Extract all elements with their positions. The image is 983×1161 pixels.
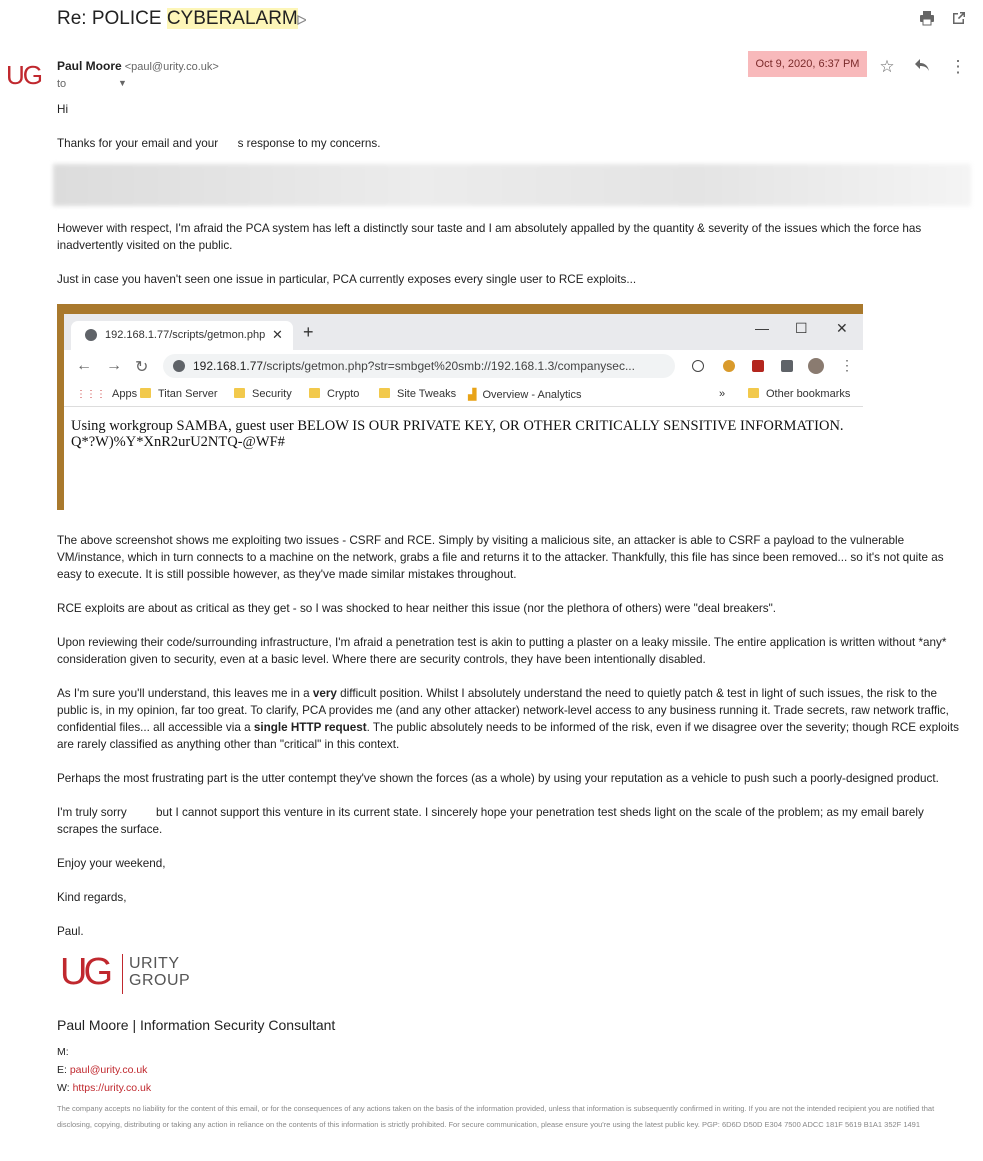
body-paragraph: Thanks for your email and your s response to my concerns. [57, 137, 381, 150]
recipients-chevron-icon[interactable]: ▼ [118, 78, 127, 88]
email-subject: Re: POLICE CYBERALARM [57, 8, 298, 29]
print-icon[interactable] [918, 10, 936, 28]
close-window-icon: ✕ [836, 320, 848, 336]
bookmark-item: ▟ Overview - Analytics [468, 389, 582, 401]
sender-line [57, 59, 219, 73]
body-paragraph: Just in case you haven't seen one issue in particular, PCA currently exposes every single user to RCE exploits... [57, 273, 637, 286]
body-paragraph: I'm truly sorry but I cannot support this venture in its current state. I sincerely hope your penetration test sheds light on the scale of the problem; as my email barely scrapes the surface. [57, 806, 924, 836]
url-host: 192.168.1.77 [193, 359, 264, 373]
redacted-block [53, 164, 971, 206]
body-paragraph: However with respect, I'm afraid the PCA system has left a distinctly sour taste and I am absolutely appalled by the quantity & severity of the issues which the force has inadvertently visited on the public. [57, 222, 922, 252]
bookmark-item: Titan Server [140, 388, 218, 400]
other-bookmarks: Other bookmarks [748, 388, 850, 400]
ublock-icon [752, 360, 764, 372]
bookmark-item: Crypto [309, 388, 359, 400]
body-paragraph: Paul. [57, 925, 84, 938]
browser-toolbar [64, 350, 863, 382]
extension-icon [692, 360, 704, 372]
bookmarks-bar [64, 382, 863, 407]
more-options-icon[interactable]: ⋮ [949, 57, 967, 76]
reply-icon[interactable] [912, 57, 932, 77]
cookie-icon [723, 360, 735, 372]
info-icon [173, 360, 185, 372]
sender-avatar: UG [6, 60, 41, 90]
url-path: /scripts/getmon.php?str=smbget%20smb://192.168.1.3/companysec... [263, 359, 635, 373]
signature-mobile: M: [57, 1046, 69, 1058]
bookmark-item: Site Tweaks [379, 388, 456, 400]
legal-disclaimer: The company accepts no liability for the content of this email, or for the consequences of any actions taken on the basis of the information provided, unless that information is subsequently confirmed in writing. If you are not the intended recipient you are notified that disclosing, copying, distributing or taking any action in reliance on the contents of this information is strictly prohibited. For secure communication, please ensure you're using the latest public key. PGP: 6D6D D50D E304 7500 ADCC 181F 5619 B1A1 352F 1491 [57, 1104, 935, 1129]
body-paragraph: As I'm sure you'll understand, this leaves me in a very difficult position. Whilst I absolutely understand the need to quietly patch & test in light of such issues, the risk to the public is, in my opinion, far too great. To clarify, PCA provides me (and any other attacker) network-level access to any business running it. Trade secrets, raw network traffic, confidential files... all accessible via a single HTTP request. The public absolutely needs to be informed of the risk, even if we disagree over the severity; though RCE exploits are rarely classified as anything other than "critical" in this context. [57, 687, 959, 751]
sender-email: <paul@urity.co.uk> [124, 61, 219, 73]
close-icon: ✕ [272, 327, 283, 342]
page-output: Using workgroup SAMBA, guest user BELOW IS OUR PRIVATE KEY, OR OTHER CRITICALLY SENSITIVE INFORMATION. Q*?W)%Y*XnR2urU2NTQ-@WF# [71, 418, 844, 450]
new-tab-icon: + [303, 322, 314, 342]
forward-icon: → [106, 357, 122, 374]
globe-icon [85, 329, 97, 341]
bookmarks-more: » [719, 388, 726, 400]
signature-email: E: paul@urity.co.uk [57, 1064, 148, 1076]
tab-title: 192.168.1.77/scripts/getmon.php [105, 329, 266, 341]
subject-highlight: CYBERALARM [166, 8, 298, 29]
signature-website: W: https://urity.co.uk [57, 1082, 152, 1094]
email-link[interactable]: paul@urity.co.uk [69, 1064, 148, 1076]
embedded-browser-screenshot [57, 304, 863, 510]
body-paragraph: The above screenshot shows me exploiting two issues - CSRF and RCE. Simply by visiting a malicious site, an attacker is able to CSRF a payload to the vulnerable VM/instance, which in turn connects to a machine on the network, grabs a file and returns it to the attacker. Thankfully, this file has since been removed... so it's not quite as easy to execute. It is still possible however, as they've made similar mistakes throughout. [57, 534, 944, 581]
maximize-icon: ☐ [795, 320, 808, 336]
profile-avatar [808, 358, 824, 374]
browser-tab [71, 321, 293, 350]
message-date: Oct 9, 2020, 6:37 PM [748, 51, 867, 77]
signature-name: Paul Moore | Information Security Consultant [57, 1017, 336, 1033]
reload-icon: ↻ [135, 359, 149, 376]
star-icon[interactable]: ☆ [879, 57, 895, 76]
body-paragraph: Kind regards, [57, 891, 127, 904]
sender-name: Paul Moore [57, 59, 122, 73]
open-in-new-icon[interactable] [950, 10, 968, 28]
back-icon: ← [76, 357, 92, 374]
minimize-icon: — [755, 320, 769, 336]
puzzle-icon [781, 360, 793, 372]
browser-tab-bar [64, 314, 863, 350]
body-paragraph: Upon reviewing their code/surrounding infrastructure, I'm afraid a penetration test is akin to putting a plaster on a leaky missile. The entire application is written without *any* consideration given to security, even at a basic level. Where there are security controls, they have been intentionally disabled. [57, 636, 947, 666]
menu-icon: ⋮ [840, 357, 854, 373]
bookmark-apps: ⋮⋮⋮ Apps [76, 388, 138, 400]
body-paragraph: Perhaps the most frustrating part is the utter contempt they've shown the forces (as a whole) by using your reputation as a vehicle to push such a poorly-designed product. [57, 772, 939, 785]
website-link[interactable]: https://urity.co.uk [72, 1082, 152, 1094]
label-icon[interactable]: ᐅ [296, 12, 307, 28]
body-paragraph: RCE exploits are about as critical as they get - so I was shocked to hear neither this issue (nor the plethora of others) were "deal breakers". [57, 602, 776, 615]
bookmark-item: Security [234, 388, 292, 400]
body-greeting: Hi [57, 103, 69, 116]
address-bar [163, 354, 675, 378]
to-label: to [57, 78, 67, 90]
body-paragraph: Enjoy your weekend, [57, 857, 166, 870]
